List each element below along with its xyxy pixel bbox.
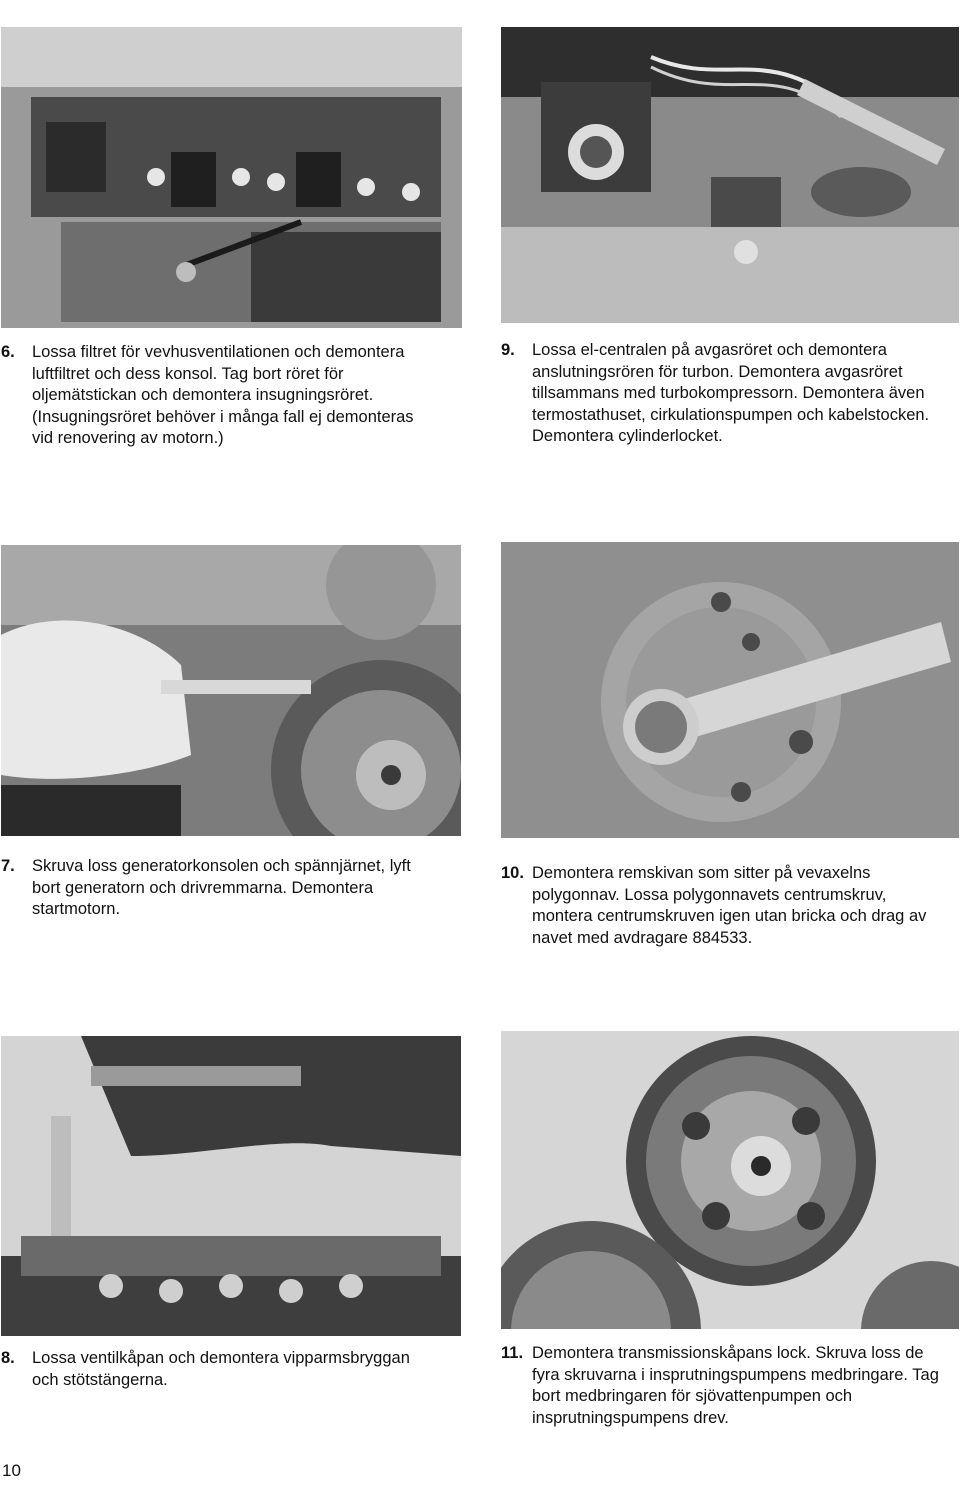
- step-text: Lossa filtret för vevhusventilationen och demontera luftfiltret och dess konsol. Tag bort röret för oljemätstickan och demontera insugningsröret. (Insugningsröret behöver i många fall ej demonteras vid renovering av motorn.): [32, 343, 414, 447]
- step-9-caption: [501, 340, 951, 448]
- step-text: Lossa el-centralen på avgasröret och demontera anslutningsrören för turbon. Demontera avgasröret tillsammans med turbokompressorn. Demontera även termostathuset, cirkulationspumpen och kabelstocken. Demontera cylinderlocket.: [532, 341, 930, 445]
- step-6-caption: [1, 342, 436, 450]
- step-11-caption: [501, 1343, 953, 1429]
- step-7-caption: [1, 856, 436, 921]
- step-number: 8.: [1, 1349, 15, 1367]
- step-number: 9.: [501, 341, 515, 359]
- photo-step-8-rocker-arms: [1, 1036, 461, 1336]
- step-text: Demontera remskivan som sitter på vevaxelns polygonnav. Lossa polygonnavets centrumskruv, montera centrumskruven igen utan bricka och drag av navet med avdragare 884533.: [532, 864, 927, 947]
- step-number: 11.: [501, 1344, 524, 1362]
- step-10-caption: [501, 863, 951, 949]
- step-text: Skruva loss generatorkonsolen och spännjärnet, lyft bort generatorn och drivremmarna. Demontera startmotorn.: [32, 857, 411, 918]
- step-text: Demontera transmissionskåpans lock. Skruva loss de fyra skruvarna i insprutningspumpens medbringare. Tag bort medbringaren för sjövattenpumpen och insprutningspumpens drev.: [532, 1344, 939, 1427]
- photo-step-10-pulley-hub: [501, 542, 959, 838]
- step-text: Lossa ventilkåpan och demontera vipparmsbryggan och stötstängerna.: [32, 1349, 410, 1389]
- photo-step-6-manifold: [1, 27, 462, 328]
- photo-step-7-generator: [1, 545, 461, 836]
- step-number: 6.: [1, 343, 15, 361]
- step-number: 7.: [1, 857, 15, 875]
- step-8-caption: [1, 1348, 441, 1391]
- photo-step-9-electrical-box: [501, 27, 959, 323]
- photo-step-11-timing-gears: [501, 1031, 959, 1329]
- page-number: 10: [2, 1461, 21, 1480]
- step-number: 10.: [501, 864, 524, 882]
